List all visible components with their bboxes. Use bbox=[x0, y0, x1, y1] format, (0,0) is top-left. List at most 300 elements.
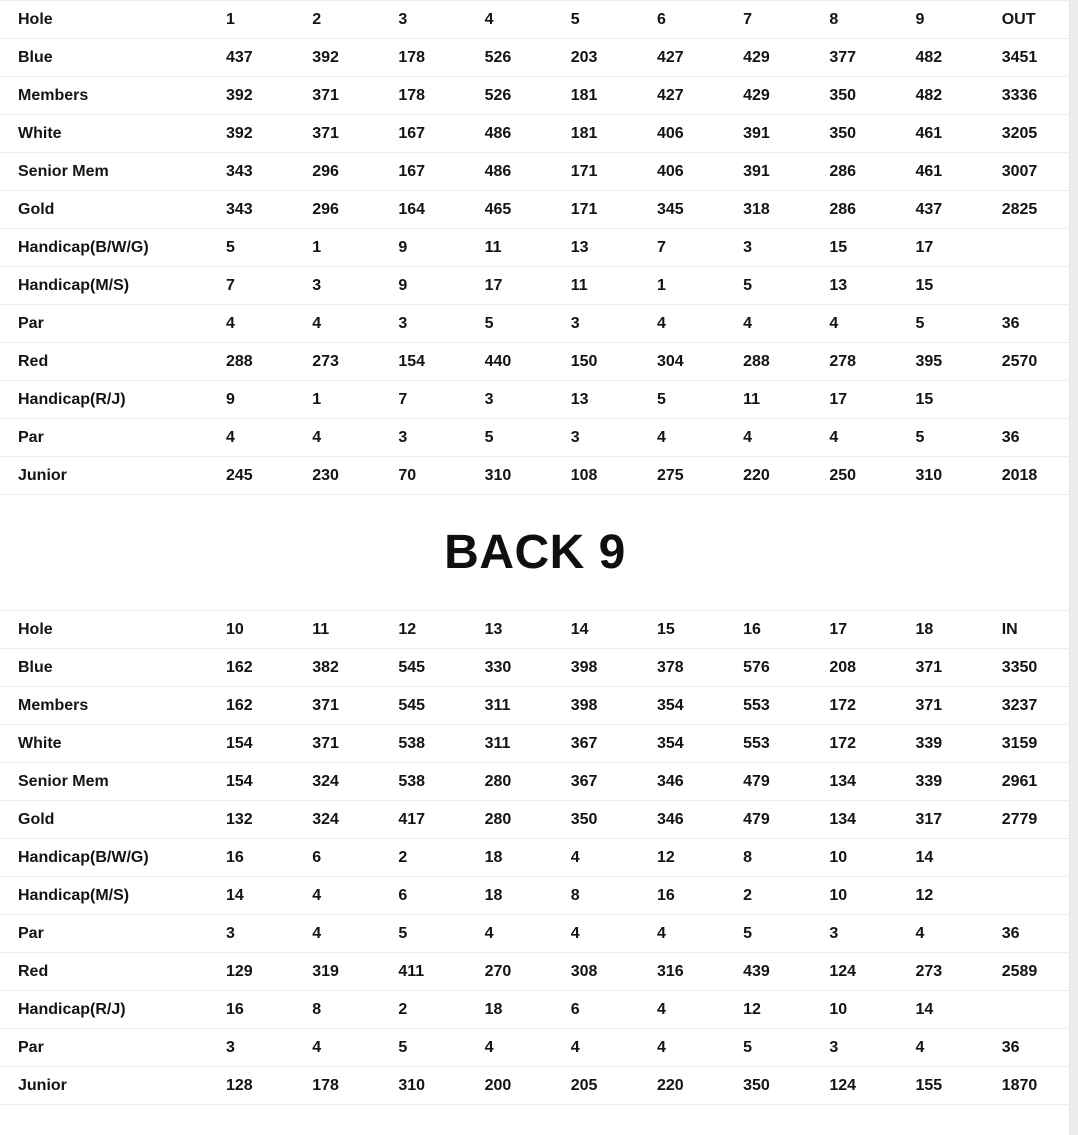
cell: 7 bbox=[639, 229, 725, 267]
column-header: 4 bbox=[467, 1, 553, 39]
table-row bbox=[0, 991, 1070, 1029]
cell: 2779 bbox=[984, 801, 1070, 839]
cell: 273 bbox=[294, 343, 380, 381]
cell: 3 bbox=[553, 305, 639, 343]
cell: 17 bbox=[898, 229, 984, 267]
cell: 439 bbox=[725, 953, 811, 991]
cell: 9 bbox=[208, 381, 294, 419]
cell: 4 bbox=[639, 419, 725, 457]
row-label: Members bbox=[0, 77, 208, 115]
cell: 181 bbox=[553, 77, 639, 115]
row-label: Junior bbox=[0, 1067, 208, 1105]
cell: 3237 bbox=[984, 687, 1070, 725]
header-row bbox=[0, 611, 1070, 649]
cell: 4 bbox=[467, 1029, 553, 1067]
table-row bbox=[0, 953, 1070, 991]
cell: 124 bbox=[811, 1067, 897, 1105]
cell: 4 bbox=[725, 419, 811, 457]
cell: 296 bbox=[294, 153, 380, 191]
column-header: 2 bbox=[294, 1, 380, 39]
cell: 429 bbox=[725, 77, 811, 115]
cell: 4 bbox=[898, 1029, 984, 1067]
cell: 391 bbox=[725, 153, 811, 191]
cell: 150 bbox=[553, 343, 639, 381]
cell: 545 bbox=[380, 687, 466, 725]
table-row bbox=[0, 915, 1070, 953]
back9-heading: BACK 9 bbox=[444, 526, 626, 579]
cell: 273 bbox=[898, 953, 984, 991]
row-label: Blue bbox=[0, 649, 208, 687]
cell: 4 bbox=[467, 915, 553, 953]
cell: 4 bbox=[639, 915, 725, 953]
cell: 167 bbox=[380, 115, 466, 153]
cell: 354 bbox=[639, 687, 725, 725]
cell: 482 bbox=[898, 39, 984, 77]
row-label: Gold bbox=[0, 801, 208, 839]
cell: 9 bbox=[380, 267, 466, 305]
cell: 339 bbox=[898, 725, 984, 763]
cell: 526 bbox=[467, 77, 553, 115]
cell: 311 bbox=[467, 687, 553, 725]
cell: 5 bbox=[725, 267, 811, 305]
cell: 171 bbox=[553, 191, 639, 229]
cell: 3 bbox=[811, 915, 897, 953]
cell: 350 bbox=[811, 115, 897, 153]
cell: 4 bbox=[294, 1029, 380, 1067]
front9-header bbox=[0, 1, 1070, 39]
row-label: Red bbox=[0, 343, 208, 381]
cell: 346 bbox=[639, 801, 725, 839]
cell: 7 bbox=[380, 381, 466, 419]
cell: 538 bbox=[380, 763, 466, 801]
row-label: Junior bbox=[0, 457, 208, 495]
cell: 164 bbox=[380, 191, 466, 229]
cell: 4 bbox=[294, 877, 380, 915]
row-label: Par bbox=[0, 419, 208, 457]
cell: 12 bbox=[898, 877, 984, 915]
cell: 346 bbox=[639, 763, 725, 801]
cell: 371 bbox=[294, 725, 380, 763]
row-label: Handicap(R/J) bbox=[0, 381, 208, 419]
cell: 13 bbox=[811, 267, 897, 305]
cell: 280 bbox=[467, 763, 553, 801]
cell: 2589 bbox=[984, 953, 1070, 991]
cell: 5 bbox=[639, 381, 725, 419]
cell: 178 bbox=[380, 39, 466, 77]
table-row bbox=[0, 419, 1070, 457]
cell: 5 bbox=[467, 419, 553, 457]
cell: 343 bbox=[208, 153, 294, 191]
row-label: Par bbox=[0, 1029, 208, 1067]
cell: 319 bbox=[294, 953, 380, 991]
table-row bbox=[0, 153, 1070, 191]
cell: 4 bbox=[294, 305, 380, 343]
cell: 128 bbox=[208, 1067, 294, 1105]
cell: 2 bbox=[380, 991, 466, 1029]
cell: 371 bbox=[294, 687, 380, 725]
cell bbox=[984, 381, 1070, 419]
cell: 4 bbox=[208, 305, 294, 343]
cell bbox=[984, 267, 1070, 305]
column-header: 13 bbox=[467, 611, 553, 649]
cell: 482 bbox=[898, 77, 984, 115]
cell: 280 bbox=[467, 801, 553, 839]
cell: 36 bbox=[984, 1029, 1070, 1067]
cell: 6 bbox=[380, 877, 466, 915]
cell: 13 bbox=[553, 381, 639, 419]
cell: 162 bbox=[208, 649, 294, 687]
cell: 1870 bbox=[984, 1067, 1070, 1105]
cell: 354 bbox=[639, 725, 725, 763]
cell: 12 bbox=[725, 991, 811, 1029]
cell: 2 bbox=[725, 877, 811, 915]
cell: 395 bbox=[898, 343, 984, 381]
cell: 286 bbox=[811, 153, 897, 191]
column-header: 16 bbox=[725, 611, 811, 649]
back9-table bbox=[0, 610, 1070, 1105]
table-row bbox=[0, 649, 1070, 687]
cell: 371 bbox=[294, 115, 380, 153]
cell: 205 bbox=[553, 1067, 639, 1105]
cell: 172 bbox=[811, 725, 897, 763]
cell: 3 bbox=[208, 915, 294, 953]
cell: 437 bbox=[208, 39, 294, 77]
cell: 4 bbox=[811, 305, 897, 343]
cell: 124 bbox=[811, 953, 897, 991]
cell: 10 bbox=[811, 991, 897, 1029]
cell: 36 bbox=[984, 419, 1070, 457]
cell: 371 bbox=[294, 77, 380, 115]
cell: 3 bbox=[725, 229, 811, 267]
column-header-hole: Hole bbox=[0, 611, 208, 649]
column-header: 3 bbox=[380, 1, 466, 39]
cell: 417 bbox=[380, 801, 466, 839]
cell: 371 bbox=[898, 687, 984, 725]
cell: 350 bbox=[725, 1067, 811, 1105]
cell: 250 bbox=[811, 457, 897, 495]
cell: 200 bbox=[467, 1067, 553, 1105]
cell: 288 bbox=[725, 343, 811, 381]
cell: 108 bbox=[553, 457, 639, 495]
front9-table bbox=[0, 0, 1070, 495]
cell bbox=[984, 991, 1070, 1029]
cell: 16 bbox=[208, 991, 294, 1029]
cell: 3 bbox=[467, 381, 553, 419]
row-label: Handicap(B/W/G) bbox=[0, 839, 208, 877]
cell: 4 bbox=[294, 419, 380, 457]
cell: 18 bbox=[467, 991, 553, 1029]
table-row bbox=[0, 39, 1070, 77]
table-row bbox=[0, 115, 1070, 153]
column-header: 1 bbox=[208, 1, 294, 39]
cell: 317 bbox=[898, 801, 984, 839]
cell: 4 bbox=[639, 1029, 725, 1067]
cell: 155 bbox=[898, 1067, 984, 1105]
column-header: 6 bbox=[639, 1, 725, 39]
cell: 11 bbox=[725, 381, 811, 419]
cell: 4 bbox=[639, 305, 725, 343]
front9-body bbox=[0, 39, 1070, 495]
cell: 178 bbox=[294, 1067, 380, 1105]
cell: 392 bbox=[208, 77, 294, 115]
cell: 286 bbox=[811, 191, 897, 229]
header-row bbox=[0, 1, 1070, 39]
column-header: 15 bbox=[639, 611, 725, 649]
cell: 172 bbox=[811, 687, 897, 725]
cell: 310 bbox=[898, 457, 984, 495]
cell: 3350 bbox=[984, 649, 1070, 687]
table-row bbox=[0, 229, 1070, 267]
cell: 5 bbox=[898, 305, 984, 343]
cell: 6 bbox=[553, 991, 639, 1029]
cell: 5 bbox=[725, 1029, 811, 1067]
row-label: Handicap(M/S) bbox=[0, 877, 208, 915]
table-row bbox=[0, 381, 1070, 419]
cell: 4 bbox=[553, 1029, 639, 1067]
cell: 2 bbox=[380, 839, 466, 877]
table-row bbox=[0, 877, 1070, 915]
table-row bbox=[0, 77, 1070, 115]
cell: 178 bbox=[380, 77, 466, 115]
table-row bbox=[0, 763, 1070, 801]
cell: 18 bbox=[467, 839, 553, 877]
cell: 129 bbox=[208, 953, 294, 991]
cell: 4 bbox=[553, 839, 639, 877]
cell: 3 bbox=[811, 1029, 897, 1067]
cell: 461 bbox=[898, 115, 984, 153]
cell: 4 bbox=[811, 419, 897, 457]
cell: 10 bbox=[811, 839, 897, 877]
cell: 1 bbox=[294, 229, 380, 267]
cell: 14 bbox=[898, 839, 984, 877]
cell: 5 bbox=[380, 1029, 466, 1067]
cell: 275 bbox=[639, 457, 725, 495]
column-header: 9 bbox=[898, 1, 984, 39]
cell: 382 bbox=[294, 649, 380, 687]
row-label: Par bbox=[0, 305, 208, 343]
cell: 3 bbox=[294, 267, 380, 305]
cell: 181 bbox=[553, 115, 639, 153]
cell: 11 bbox=[467, 229, 553, 267]
cell bbox=[984, 839, 1070, 877]
cell: 5 bbox=[467, 305, 553, 343]
cell: 371 bbox=[898, 649, 984, 687]
back9-body bbox=[0, 649, 1070, 1105]
cell: 14 bbox=[208, 877, 294, 915]
cell: 16 bbox=[208, 839, 294, 877]
cell: 377 bbox=[811, 39, 897, 77]
cell: 392 bbox=[294, 39, 380, 77]
cell: 36 bbox=[984, 915, 1070, 953]
cell: 3205 bbox=[984, 115, 1070, 153]
cell: 553 bbox=[725, 725, 811, 763]
cell: 486 bbox=[467, 153, 553, 191]
row-label: Members bbox=[0, 687, 208, 725]
cell: 3336 bbox=[984, 77, 1070, 115]
cell: 2018 bbox=[984, 457, 1070, 495]
cell: 3159 bbox=[984, 725, 1070, 763]
table-row bbox=[0, 687, 1070, 725]
cell: 203 bbox=[553, 39, 639, 77]
cell: 4 bbox=[725, 305, 811, 343]
cell: 1 bbox=[294, 381, 380, 419]
cell: 11 bbox=[553, 267, 639, 305]
column-header-hole: Hole bbox=[0, 1, 208, 39]
cell: 134 bbox=[811, 763, 897, 801]
cell: 440 bbox=[467, 343, 553, 381]
cell bbox=[984, 229, 1070, 267]
cell: 316 bbox=[639, 953, 725, 991]
cell: 8 bbox=[725, 839, 811, 877]
cell: 18 bbox=[467, 877, 553, 915]
cell: 310 bbox=[467, 457, 553, 495]
cell: 427 bbox=[639, 39, 725, 77]
cell: 398 bbox=[553, 649, 639, 687]
cell: 350 bbox=[811, 77, 897, 115]
cell: 465 bbox=[467, 191, 553, 229]
back9-header bbox=[0, 611, 1070, 649]
cell: 2825 bbox=[984, 191, 1070, 229]
cell: 526 bbox=[467, 39, 553, 77]
cell: 553 bbox=[725, 687, 811, 725]
cell: 230 bbox=[294, 457, 380, 495]
cell: 12 bbox=[639, 839, 725, 877]
column-header: 18 bbox=[898, 611, 984, 649]
row-label: Senior Mem bbox=[0, 153, 208, 191]
cell: 3 bbox=[380, 305, 466, 343]
row-label: White bbox=[0, 115, 208, 153]
cell: 2961 bbox=[984, 763, 1070, 801]
cell: 171 bbox=[553, 153, 639, 191]
cell: 5 bbox=[380, 915, 466, 953]
cell: 330 bbox=[467, 649, 553, 687]
cell: 14 bbox=[898, 991, 984, 1029]
cell: 13 bbox=[553, 229, 639, 267]
row-label: Handicap(B/W/G) bbox=[0, 229, 208, 267]
cell: 1 bbox=[639, 267, 725, 305]
cell: 3 bbox=[380, 419, 466, 457]
table-row bbox=[0, 1029, 1070, 1067]
cell: 6 bbox=[294, 839, 380, 877]
table-row bbox=[0, 191, 1070, 229]
cell: 167 bbox=[380, 153, 466, 191]
column-header: 7 bbox=[725, 1, 811, 39]
cell: 3 bbox=[553, 419, 639, 457]
cell: 36 bbox=[984, 305, 1070, 343]
cell: 367 bbox=[553, 763, 639, 801]
table-row bbox=[0, 267, 1070, 305]
cell: 17 bbox=[811, 381, 897, 419]
cell: 311 bbox=[467, 725, 553, 763]
cell: 154 bbox=[380, 343, 466, 381]
cell: 8 bbox=[553, 877, 639, 915]
cell: 545 bbox=[380, 649, 466, 687]
row-label: Handicap(M/S) bbox=[0, 267, 208, 305]
cell: 16 bbox=[639, 877, 725, 915]
column-header: IN bbox=[984, 611, 1070, 649]
cell: 2570 bbox=[984, 343, 1070, 381]
table-row bbox=[0, 725, 1070, 763]
cell: 461 bbox=[898, 153, 984, 191]
cell: 5 bbox=[725, 915, 811, 953]
row-label: Gold bbox=[0, 191, 208, 229]
cell: 479 bbox=[725, 763, 811, 801]
cell: 15 bbox=[898, 381, 984, 419]
cell: 8 bbox=[294, 991, 380, 1029]
row-label: Handicap(R/J) bbox=[0, 991, 208, 1029]
cell bbox=[984, 877, 1070, 915]
cell: 5 bbox=[898, 419, 984, 457]
column-header: 5 bbox=[553, 1, 639, 39]
cell: 479 bbox=[725, 801, 811, 839]
cell: 4 bbox=[294, 915, 380, 953]
cell: 318 bbox=[725, 191, 811, 229]
cell: 296 bbox=[294, 191, 380, 229]
cell: 220 bbox=[639, 1067, 725, 1105]
cell: 4 bbox=[639, 991, 725, 1029]
cell: 134 bbox=[811, 801, 897, 839]
cell: 3 bbox=[208, 1029, 294, 1067]
table-row bbox=[0, 801, 1070, 839]
cell: 538 bbox=[380, 725, 466, 763]
cell: 367 bbox=[553, 725, 639, 763]
cell: 437 bbox=[898, 191, 984, 229]
cell: 345 bbox=[639, 191, 725, 229]
table-row bbox=[0, 305, 1070, 343]
back9-heading-section bbox=[0, 495, 1070, 610]
cell: 350 bbox=[553, 801, 639, 839]
column-header: 11 bbox=[294, 611, 380, 649]
cell: 70 bbox=[380, 457, 466, 495]
row-label: White bbox=[0, 725, 208, 763]
column-header: 17 bbox=[811, 611, 897, 649]
cell: 5 bbox=[208, 229, 294, 267]
table-row bbox=[0, 1067, 1070, 1105]
cell: 324 bbox=[294, 763, 380, 801]
column-header: 10 bbox=[208, 611, 294, 649]
cell: 411 bbox=[380, 953, 466, 991]
cell: 162 bbox=[208, 687, 294, 725]
cell: 339 bbox=[898, 763, 984, 801]
cell: 208 bbox=[811, 649, 897, 687]
cell: 4 bbox=[208, 419, 294, 457]
cell: 427 bbox=[639, 77, 725, 115]
cell: 4 bbox=[553, 915, 639, 953]
column-header: 12 bbox=[380, 611, 466, 649]
cell: 17 bbox=[467, 267, 553, 305]
table-row bbox=[0, 343, 1070, 381]
cell: 308 bbox=[553, 953, 639, 991]
cell: 3451 bbox=[984, 39, 1070, 77]
cell: 406 bbox=[639, 153, 725, 191]
column-header: 8 bbox=[811, 1, 897, 39]
cell: 406 bbox=[639, 115, 725, 153]
cell: 310 bbox=[380, 1067, 466, 1105]
cell: 132 bbox=[208, 801, 294, 839]
row-label: Red bbox=[0, 953, 208, 991]
vertical-scrollbar[interactable] bbox=[1069, 0, 1078, 1135]
cell: 154 bbox=[208, 725, 294, 763]
cell: 391 bbox=[725, 115, 811, 153]
cell: 278 bbox=[811, 343, 897, 381]
row-label: Blue bbox=[0, 39, 208, 77]
cell: 378 bbox=[639, 649, 725, 687]
cell: 270 bbox=[467, 953, 553, 991]
cell: 304 bbox=[639, 343, 725, 381]
row-label: Senior Mem bbox=[0, 763, 208, 801]
cell: 7 bbox=[208, 267, 294, 305]
cell: 324 bbox=[294, 801, 380, 839]
